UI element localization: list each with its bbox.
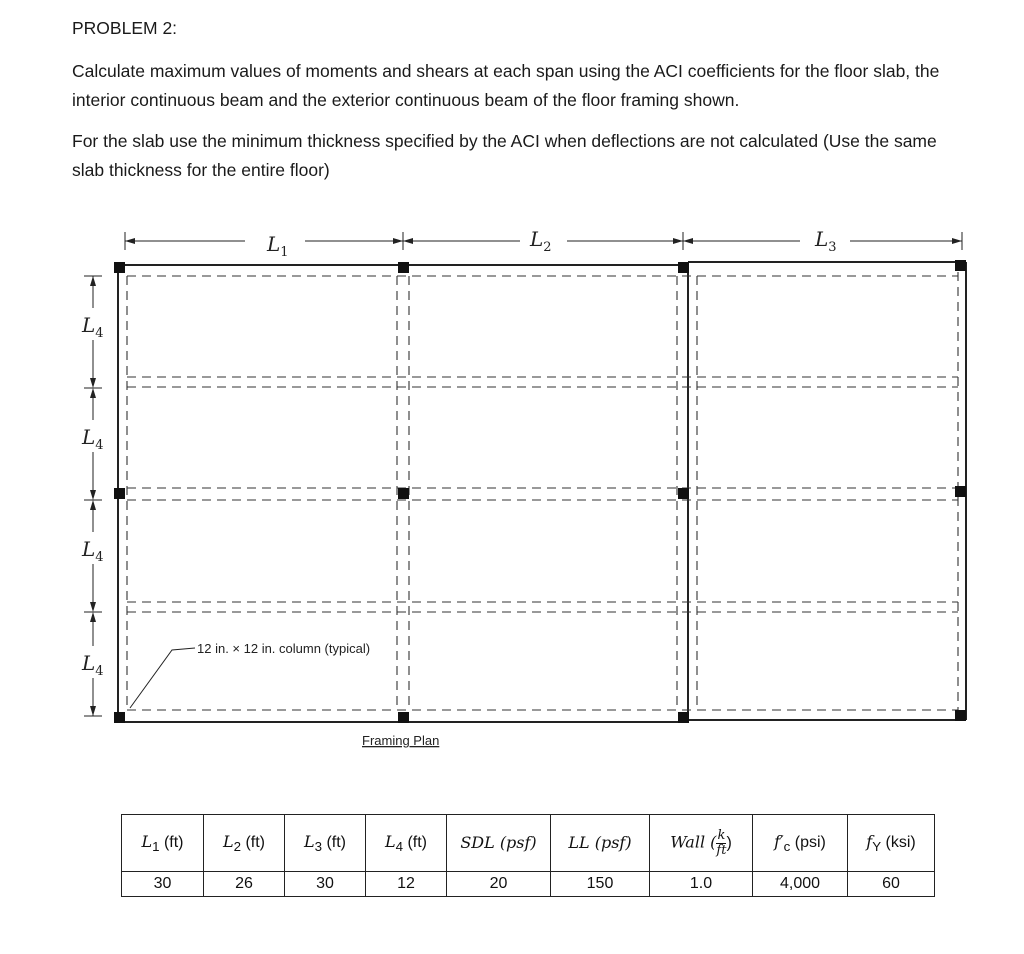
dim-label-l4-3: $L_4$ bbox=[82, 537, 104, 565]
value-cell-fy: 60 bbox=[848, 872, 935, 897]
header-cell-wall: Wall ( $\frac{k}{ft}$ ) bbox=[650, 815, 753, 872]
slab-instruction: For the slab use the minimum thickness specified by the ACI when deflections are not calculated (Use the same slab thickness for the entire floor) bbox=[72, 131, 937, 180]
dim-label-l3: $L_3$ bbox=[815, 227, 837, 255]
column bbox=[955, 486, 966, 497]
column bbox=[678, 712, 689, 723]
dim-label-l1: $L_1$ bbox=[267, 232, 289, 260]
problem-statement: Calculate maximum values of moments and shears at each span using the ACI coefficients for the floor slab, the interior continuous beam and the exterior continuous beam of the floor framing shown. bbox=[72, 61, 940, 110]
header-cell-l2: $L_2$ (ft) bbox=[204, 815, 285, 872]
dim-label-l2: $L_2$ bbox=[530, 227, 552, 255]
value-cell-wall: 1.0 bbox=[650, 872, 753, 897]
problem-title: PROBLEM 2: bbox=[72, 18, 178, 38]
column bbox=[114, 262, 125, 273]
header-cell-fy: $f_Y$ (ksi) bbox=[848, 815, 935, 872]
header-cell-l4: $L_4$ (ft) bbox=[366, 815, 447, 872]
value-cell-sdl: 20 bbox=[447, 872, 551, 897]
column bbox=[678, 488, 689, 499]
header-cell-sdl: SDL (psf) bbox=[447, 815, 551, 872]
value-cell-l4: 12 bbox=[366, 872, 447, 897]
value-cell-l3: 30 bbox=[285, 872, 366, 897]
value-cell-fc: 4,000 bbox=[753, 872, 848, 897]
framing-plan bbox=[0, 220, 1024, 760]
header-cell-fc: $f'_c$ (psi) bbox=[753, 815, 848, 872]
column bbox=[398, 488, 409, 499]
header-cell-l1: $L_1$ (ft) bbox=[122, 815, 204, 872]
dim-label-l4-1: $L_4$ bbox=[82, 313, 104, 341]
dim-label-l4-4: $L_4$ bbox=[82, 651, 104, 679]
column bbox=[678, 262, 689, 273]
column bbox=[955, 260, 966, 271]
dim-label-l4-2: $L_4$ bbox=[82, 425, 104, 453]
column bbox=[398, 712, 409, 723]
value-cell-ll: 150 bbox=[551, 872, 650, 897]
value-cell-l1: 30 bbox=[122, 872, 204, 897]
column-leader-line bbox=[130, 648, 195, 708]
column bbox=[114, 712, 125, 723]
column bbox=[114, 488, 125, 499]
column bbox=[955, 710, 966, 721]
design-parameters-table bbox=[121, 814, 935, 897]
value-cell-l2: 26 bbox=[204, 872, 285, 897]
column-note: 12 in. × 12 in. column (typical) bbox=[197, 641, 371, 656]
header-cell-l3: $L_3$ (ft) bbox=[285, 815, 366, 872]
column bbox=[398, 262, 409, 273]
header-cell-ll: LL (psf) bbox=[551, 815, 650, 872]
plan-caption: Framing Plan bbox=[362, 733, 440, 748]
